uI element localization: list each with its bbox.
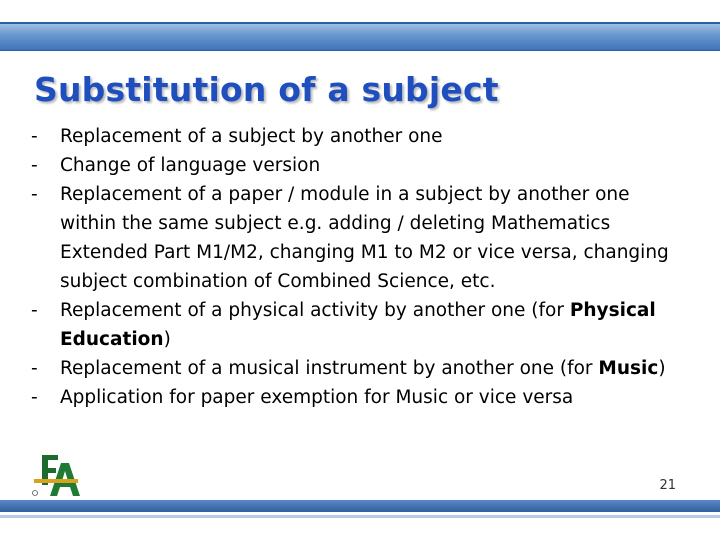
bullet-text: Replacement of a subject by another one [60,126,443,147]
bullet-text: Change of language version [60,155,321,176]
bullet-dash: - [31,184,38,205]
bullet-bold-text: Music [598,358,659,379]
top-header-band [0,22,720,51]
bullet-item [31,122,691,151]
bullet-text-end: ) [658,358,666,379]
bullet-text: Replacement of a musical instrument by another one (for [60,358,599,379]
bullet-item [31,151,691,180]
bullet-dash: - [31,387,38,408]
slide-title: Substitution of a subject [34,70,499,109]
bullet-item [31,354,691,383]
bottom-footer-band [0,500,720,512]
hkeaa-logo-icon [28,451,86,499]
bullet-dash: - [31,358,38,379]
bullet-dash: - [31,300,38,321]
bullet-dash: - [31,126,38,147]
bullet-list [31,122,691,412]
bullet-dash: - [31,155,38,176]
bullet-text: Replacement of a physical activity by another one (for [60,300,570,321]
bullet-item [31,296,691,354]
bullet-text: Application for paper exemption for Music or vice versa [60,387,574,408]
bullet-text: Replacement of a paper / module in a subject by another one within the same subject e.g. adding / deleting Mathematics Extended Part M1/M2, changing M1 to M2 or vice versa, changing subject combination of Combined Science, etc. [60,184,669,292]
bullet-bold-text: Physical Education [60,300,656,350]
bullet-item [31,180,691,296]
page-number: 21 [659,478,676,493]
footer-line [0,515,720,518]
bullet-text-end: ) [163,329,171,350]
bullet-item [31,383,691,412]
